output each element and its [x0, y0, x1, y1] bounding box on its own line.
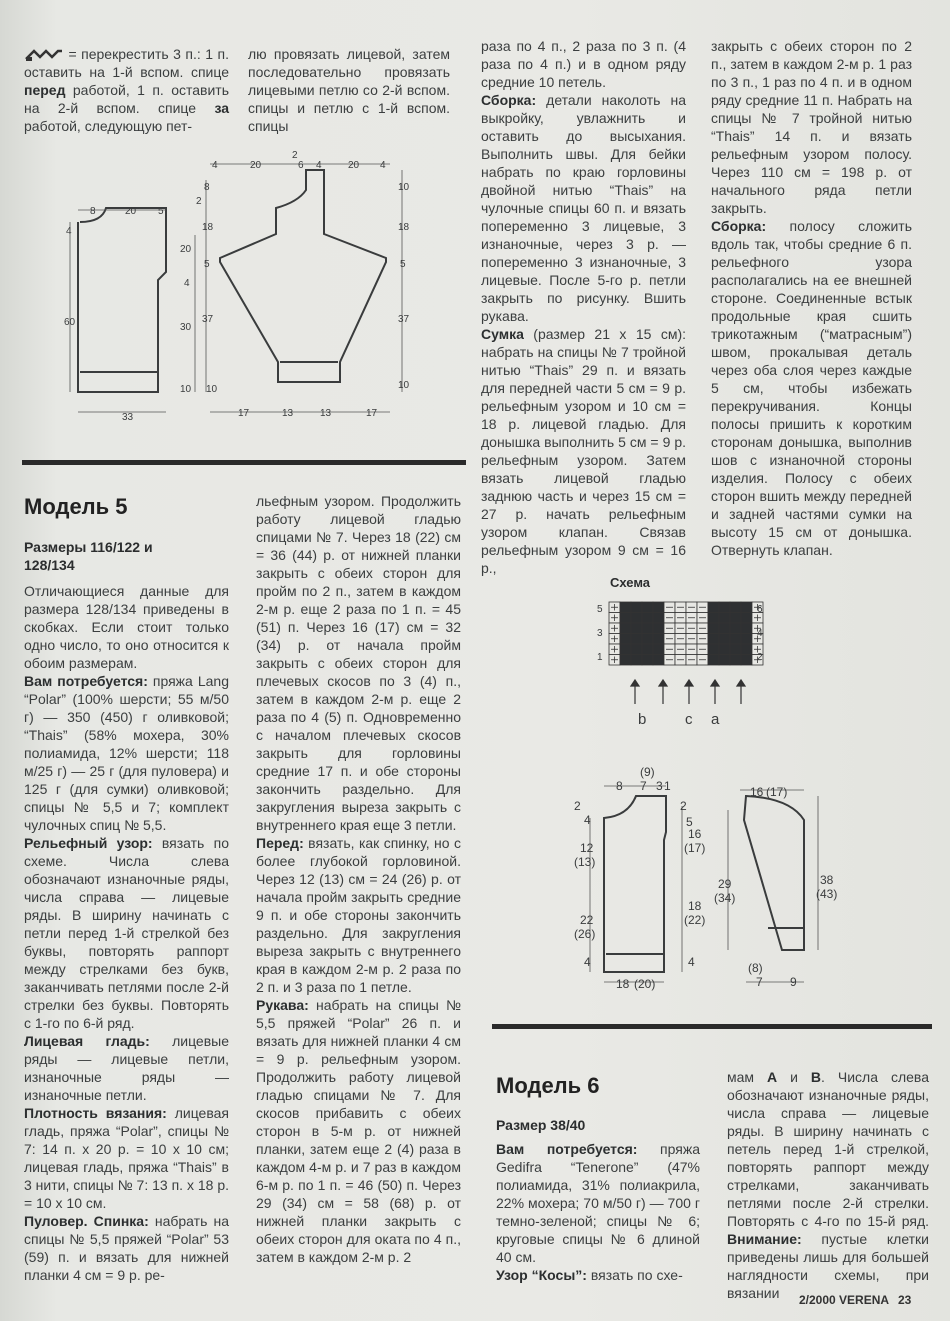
bd-1: 1 — [664, 779, 671, 793]
m5-front-text: вязать, как спинку, но с более глубокой горловиной. Через 12 (13) см = 24 (26) р. от начала пройм закрыть средние 9 п. и обе стороны закончить раздельно. Для закругления выреза закрыть с внутреннего края в каждом 2-м р. 2 раза по 2 п. и 3 раза по 1 петле. — [256, 835, 461, 995]
dim-s10b: 10 — [206, 384, 218, 395]
page-footer — [799, 1293, 911, 1307]
col3-top-text — [481, 37, 686, 577]
chart-arrows — [631, 680, 745, 704]
dim-s18b: 18 — [398, 222, 410, 233]
chart-cell — [730, 613, 741, 624]
chart-cell — [642, 623, 653, 634]
chart-cell — [730, 634, 741, 645]
chart-cell — [620, 644, 631, 655]
dim-10: 10 — [180, 384, 192, 395]
bd-2: 2 — [574, 799, 581, 813]
m5-gauge-label: Плотность вязания: — [24, 1105, 167, 1121]
m5-c2-p3 — [256, 996, 461, 1266]
chart-cell — [730, 602, 741, 613]
m6-text-a: мам — [727, 1069, 768, 1085]
chart-cell — [741, 613, 752, 624]
arrow-letter-b: b — [638, 711, 647, 728]
chart-cell — [719, 623, 730, 634]
col4-assembly-text: полосу сложить вдоль так, чтобы средние 6 п. рельефного узора располагались на ее внешней стороне. Соединенные встык продольные края сшить трикотажным (“матрасным”) швом, прокалывая деталь через оба слоя через каждые 5 см, чтобы избежать перекручивания. Концы полосы пришить к коротким сторонам донышка, выполнив шов с изнаночной стороны изделия. Полосу с обеих сторон вшить между передней и задней частями сумки на высоту 15 см от донышка. Отвернуть клапан. — [711, 218, 912, 558]
bd-18w: 18 — [616, 977, 630, 991]
chart-cell — [653, 644, 664, 655]
bd-3: 3 — [656, 779, 663, 793]
row-label-2: 2 — [757, 652, 763, 663]
dim-s5b: 5 — [400, 259, 406, 270]
dim-s20b: 20 — [348, 160, 360, 171]
m5-stockinette-label: Лицевая гладь: — [24, 1033, 150, 1049]
bd-4b: 4 — [584, 955, 591, 969]
dim-s17: 17 — [238, 408, 250, 419]
dim-s2b: 2 — [196, 196, 202, 207]
dim-s8: 8 — [204, 182, 210, 193]
chart-cell — [631, 634, 642, 645]
bd-17: (17) — [684, 841, 706, 855]
dim-s6: 6 — [298, 160, 304, 171]
m6-bold-a: A — [767, 1069, 778, 1085]
model6-col2 — [727, 1068, 929, 1302]
chart-cell — [708, 634, 719, 645]
bd-16: 16 — [688, 827, 702, 841]
sl-9: 9 — [790, 975, 797, 989]
chart-cell — [620, 634, 631, 645]
m6-cables-label: Узор “Косы”: — [496, 1267, 587, 1283]
row-label-6: 6 — [757, 604, 763, 615]
chart-cell — [741, 644, 752, 655]
chart-cell — [620, 655, 631, 666]
intro-line-5: оставить на 2-й вспом. спице — [24, 82, 230, 116]
m5-back-label: Пуловер. Спинка: — [24, 1213, 149, 1229]
m6-cables-text: вязать по схе- — [586, 1267, 683, 1283]
chart-cell — [708, 655, 719, 666]
arrow-letter-c: c — [685, 711, 693, 728]
m6-c2-p1 — [727, 1068, 929, 1302]
m6-text-c: . Числа слева обозначают изнаночные ряды, числа справа — лицевые ряды. В ширину начинать с петель перед 1-й стрелкой, повторять раппорт между стрелками, заканчивать петлями после 2-й стрелки. Повторять с 4-го по 15-й ряд. — [727, 1069, 929, 1229]
dim-s13b: 13 — [320, 408, 332, 419]
body-piece-outline — [604, 796, 666, 972]
sl-43: (43) — [816, 887, 838, 901]
dim-s18: 18 — [202, 222, 214, 233]
intro-line-4: работой, 1 п. — [65, 82, 164, 98]
bd-8: 8 — [616, 779, 623, 793]
bottom-pattern-diagram — [568, 760, 838, 1000]
chart-cell — [730, 644, 741, 655]
top-pattern-diagram — [30, 150, 470, 430]
dim-s4: 4 — [212, 160, 218, 171]
chart-cell — [653, 655, 664, 666]
model6-col1 — [496, 1140, 700, 1284]
model6-rule — [492, 1024, 932, 1029]
dim-s13: 13 — [282, 408, 294, 419]
dim-s20: 20 — [250, 160, 262, 171]
row-label-1: 1 — [597, 652, 603, 663]
chart-cell — [642, 644, 653, 655]
chart-cell — [653, 634, 664, 645]
dim-5: 5 — [158, 206, 164, 217]
model5-col1 — [24, 582, 229, 1284]
arrow-letter-a: a — [711, 711, 720, 728]
chart-cell — [642, 613, 653, 624]
sl-29: 29 — [718, 877, 732, 891]
col4-para-2 — [711, 217, 912, 559]
chart-cell — [730, 623, 741, 634]
dim-s2: 2 — [292, 150, 298, 161]
chart-cell — [730, 655, 741, 666]
dim-s4c: 4 — [380, 160, 386, 171]
bd-20w: (20) — [634, 977, 656, 991]
chart-cell — [653, 602, 664, 613]
m6-c1-p2 — [496, 1266, 700, 1284]
intro-bold-behind: за — [214, 100, 229, 116]
bd-7: 7 — [640, 779, 647, 793]
intro-left-text — [24, 45, 229, 135]
chart-cell — [741, 623, 752, 634]
m5-c1-p1: Отличающиеся данные для размера 128/134 приведены в скобках. Если стоит только одно число, то оно относится к обоим размерам. — [24, 583, 229, 671]
dim-4b: 4 — [184, 278, 190, 289]
chart-cell — [642, 655, 653, 666]
intro-right-text — [248, 45, 450, 135]
dim-60: 60 — [64, 317, 76, 328]
dim-s5: 5 — [204, 259, 210, 270]
dim-s10c: 10 — [398, 380, 410, 391]
row-label-4: 4 — [757, 628, 763, 639]
bd-9: (9) — [640, 765, 655, 779]
m5-c1-p3 — [24, 834, 229, 1032]
dim-s17b: 17 — [366, 408, 378, 419]
model5-title: Модель 5 — [24, 494, 128, 519]
chart-cell — [708, 613, 719, 624]
m5-sleeves-label: Рукава: — [256, 997, 309, 1013]
chart-cell — [653, 623, 664, 634]
chart-cell — [620, 623, 631, 634]
issue-label: 2/2000 VERENA — [799, 1293, 889, 1307]
bd-22b: (22) — [684, 913, 706, 927]
intro-line-2: п. оставить на 1-й вспом. — [24, 46, 230, 80]
m5-sleeves-text: набрать на спицы № 5,5 пряжей “Polar” 26 п. и вязать для нижней планки 4 см = 9 р. рельефным узором. Продолжить работу лицевой гладью спицами № 7. Для скосов прибавить с обеих сторон в 5-м р. от нижней планки, затем еще 2 (4) раза в каждом 4-м р. и 7 раз в каждом 6-м р. по 1 п. = 46 (50) п. Через 29 (34) см = 58 (68) р. от нижней планки закрыть с обеих сторон для оката по 4 п., затем в каждом 2-м р. 2 — [256, 997, 461, 1265]
dim-30: 30 — [180, 322, 192, 333]
m6-text-b: и — [777, 1069, 811, 1085]
dim-4: 4 — [66, 226, 72, 237]
dim-s37: 37 — [202, 314, 214, 325]
chart-cell — [719, 602, 730, 613]
col3-bag-text: (размер 21 х 15 см): набрать на спицы № 7 тройной нитью “Thais” 29 п. и вязать для передней части 5 см = 9 р. рельефным узором и 10 см = 18 р. лицевой гладью. Для донышка выполнить 5 см = 9 р. рельефным узором. Затем вязать лицевой гладью заднюю часть и через 15 см = 27 р. начать рельефным узором клапан. Связав рельефным узором 9 см = 16 р., — [481, 326, 686, 576]
bd-13: (13) — [574, 855, 596, 869]
bd-4: 4 — [584, 813, 591, 827]
m5-c1-p2 — [24, 672, 229, 834]
chart-cell — [708, 602, 719, 613]
sleeve-piece-outline — [220, 170, 386, 382]
chart-cell — [719, 644, 730, 655]
chart-cell — [631, 644, 642, 655]
m5-materials-label: Вам потребуется: — [24, 673, 148, 689]
chart-cell — [631, 623, 642, 634]
chart-grid — [609, 602, 763, 665]
chart-cell — [719, 655, 730, 666]
chart-cell — [719, 613, 730, 624]
back-piece-outline — [78, 208, 166, 392]
col4-para-1: закрыть с обеих сторон по 2 п., затем в каждом 2-м р. 1 раз по 3 п., 1 раз по 4 п. и в одном ряду средние 11 п. Набрать на спицы № 7 тройной нитью “Thais” 14 п. и вязать рельефным узором полосу. Через 110 см = 198 р. от начального ряда петли закрыть. — [711, 38, 912, 216]
relief-pattern-chart — [595, 598, 775, 728]
bd-12: 12 — [580, 841, 594, 855]
sl-17: (17) — [766, 785, 788, 799]
sleeve-piece-outline-2 — [744, 796, 804, 950]
intro-line-3: спице — [190, 64, 229, 80]
bd-18: 18 — [688, 899, 702, 913]
m6-text-d: пустые клетки приведены лишь для большей наглядности схемы, при вязании — [727, 1231, 929, 1301]
chart-cell — [741, 634, 752, 645]
dim-s37b: 37 — [398, 314, 410, 325]
col3-para-2 — [481, 91, 686, 325]
bd-26: (26) — [574, 927, 596, 941]
m5-relief-label: Рельефный узор: — [24, 835, 153, 851]
bd-2b: 2 — [680, 799, 687, 813]
dim-s10: 10 — [398, 182, 410, 193]
chart-cell — [620, 613, 631, 624]
chart-cell — [631, 655, 642, 666]
cross-stitch-symbol-icon — [24, 48, 64, 62]
col4-assembly-label: Сборка: — [711, 218, 767, 234]
m5-front-label: Перед: — [256, 835, 304, 851]
chart-cell — [708, 623, 719, 634]
chart-cell — [620, 602, 631, 613]
model5-col2 — [256, 492, 461, 1266]
intro-bold-front: перед — [24, 82, 66, 98]
intro-line-6: работой, следующую пет- — [24, 118, 193, 134]
chart-cell — [708, 644, 719, 655]
bd-4c: 4 — [688, 955, 695, 969]
chart-cell — [642, 634, 653, 645]
m5-c2-p1: льефным узором. Продолжить работу лицевой гладью спицами № 7. Через 18 (22) см = 36 (44) р. от нижней планки закрыть с обеих сторон для пройм по 2 п., затем в каждом 2-м р. еще 2 раза по 1 п. = 45 (51) п. Через 16 (17) см = 32 (34) р. от начала пройм закрыть с обеих сторон для плечевых скосов по 3 (4) п., затем в каждом 2-м р. еще 2 раза по 4 (5) п. Одновременно с началом плечевых скосов закрыть для горловины средние 17 п. и обе стороны закончить раздельно. Для закругления выреза закрыть с внутреннего края еще 3 петли. — [256, 493, 461, 833]
dim-20b: 20 — [180, 244, 192, 255]
m5-stockinette-text: лицевые ряды — лицевые петли, изнаночные ряды — изнаночные петли. — [24, 1033, 229, 1103]
m5-c2-p2 — [256, 834, 461, 996]
m5-c1-p4 — [24, 1032, 229, 1104]
bd-5: 5 — [686, 815, 693, 829]
chart-cell — [741, 655, 752, 666]
m5-relief-text: вязать по схеме. Числа слева обозначают изнаночные ряды, числа справа — лицевые ряды. В ширину начинать с петли перед 1-й стрелкой без буквы, повторять раппорт между стрелками без букв, заканчивать петлями после 2-й стрелки без буквы. Повторять с 1-го по 6-й ряд. — [24, 835, 229, 1031]
sl-38: 38 — [820, 873, 834, 887]
col4-top-text — [711, 37, 912, 559]
m5-materials-text: пряжа Lang “Polar” (100% шерсти; 55 м/50 г) — 350 (450) г оливковой; “Thais” (58% мохера, 30% полиамида, 12% шерсти; 118 м/25 г) — 25 г (для пуловера) и 125 г (для сумки) оливковой; спицы № 5,5 и 7; комплект чулочных спиц № 5,5. — [24, 673, 229, 833]
chart-cell — [631, 602, 642, 613]
model5-sizes: Размеры 116/122 и 128/134 — [24, 539, 153, 573]
chart-cell — [741, 602, 752, 613]
page-number: 23 — [897, 1293, 912, 1307]
sl-16: 16 — [750, 785, 764, 799]
row-label-3: 3 — [597, 628, 603, 639]
bd-22: 22 — [580, 913, 594, 927]
m6-materials-label: Вам потребуется: — [496, 1141, 638, 1157]
col3-para-1: раза по 4 п., 2 раза по 3 п. (4 раза по 4 п.) и в одном ряду средние 10 петель. — [481, 38, 686, 90]
sl-7: 7 — [756, 975, 763, 989]
model5-rule — [22, 460, 466, 465]
dim-8: 8 — [90, 206, 96, 217]
sl-34: (34) — [714, 891, 736, 905]
m5-c1-p5 — [24, 1104, 229, 1212]
row-label-5: 5 — [597, 604, 603, 615]
dim-20: 20 — [125, 206, 137, 217]
sl-8: (8) — [748, 961, 763, 975]
model6-size: Размер 38/40 — [496, 1117, 586, 1133]
schema-title: Схема — [610, 575, 651, 590]
m5-back-text: набрать на спицы № 5,5 пряжей “Polar” 53 (59) п. и вязать для нижней планки 4 см = 9 р. ре- — [24, 1213, 229, 1283]
m6-materials-text: пряжа Gedifra “Tenerone” (47% полиамида, 31% полиакрила, 22% мохера; 70 м/50 г) — 700 г темно-зеленой; спицы № 6; круговые спицы № 6 длиной 40 см. — [496, 1141, 700, 1265]
dim-s4b: 4 — [316, 160, 322, 171]
chart-cell — [642, 602, 653, 613]
m5-c1-p6 — [24, 1212, 229, 1284]
col3-assembly-label: Сборка: — [481, 92, 537, 108]
col3-para-3 — [481, 325, 686, 577]
m5-gauge-text: лицевая гладь, пряжа “Polar”, спицы № 7: 14 п. х 20 р. = 10 х 10 см; лицевая гладь, пряжа “Thais” в 3 нити, спицы № 7: 13 п. х 18 р. = 10 х 10 см. — [24, 1105, 229, 1211]
chart-cell — [719, 634, 730, 645]
model6-title: Модель 6 — [496, 1073, 600, 1098]
m6-attention-label: Внимание: — [727, 1231, 802, 1247]
dim-33: 33 — [122, 412, 134, 423]
chart-cell — [631, 613, 642, 624]
intro-line-1: = перекрестить 3 п.: 1 — [68, 46, 214, 62]
intro-right-paragraph: лю провязать лицевой, затем последовательно провязать лицевыми петлю со 2-й вспом. спицы и петлю с 1-й вспом. спицы — [248, 46, 450, 134]
m6-bold-b: B — [810, 1069, 822, 1085]
m6-c1-p1 — [496, 1140, 700, 1266]
col3-bag-label: Сумка — [481, 326, 524, 342]
col3-assembly-text: детали наколоть на выкройку, увлажнить и оставить до высыхания. Выполнить швы. Для бейки набрать по краю горловины двойной нитью “Thais” на чулочные спицы 60 п. и вязать попеременно 3 лицевые, 3 изнаночные, через 3 р. — попеременно 3 изнаночные, 3 лицевые. После 5-го р. петли закрыть по рисунку. Вшить рукава. — [481, 92, 686, 324]
chart-cell — [653, 613, 664, 624]
